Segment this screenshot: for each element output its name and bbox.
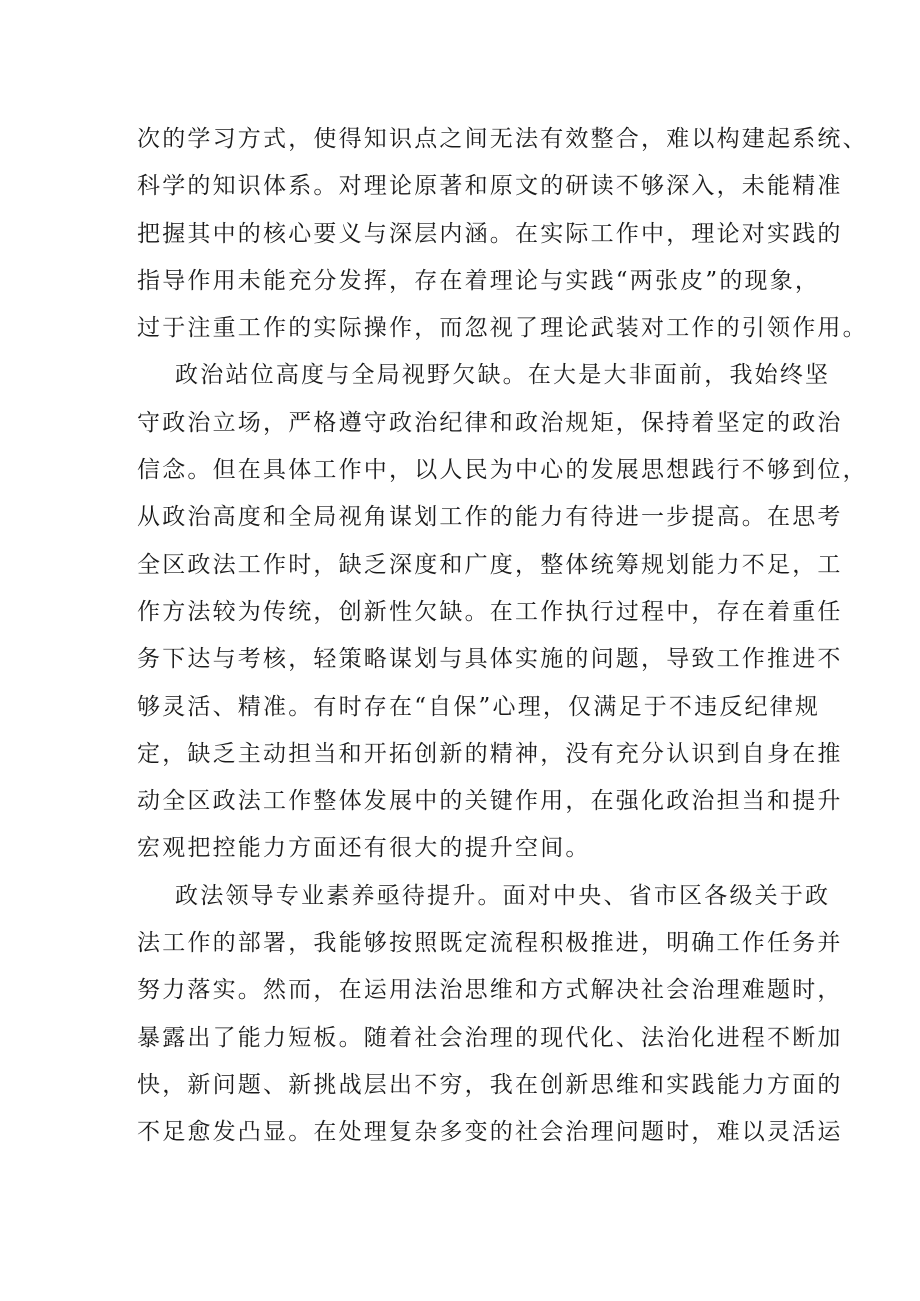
- text-line: 定，缺乏主动担当和开拓创新的精神，没有充分认识到自身在推: [137, 740, 843, 767]
- text-line: 科学的知识体系。对理论原著和原文的研读不够深入，未能精准: [137, 173, 843, 200]
- text-line: 作方法较为传统，创新性欠缺。在工作执行过程中，存在着重任: [137, 598, 843, 625]
- text-line: 政治站位高度与全局视野欠缺。在大是大非面前，我始终坚: [137, 362, 831, 389]
- text-line: 全区政法工作时，缺乏深度和广度，整体统筹规划能力不足，工: [137, 551, 843, 578]
- text-line: 动全区政法工作整体发展中的关键作用，在强化政治担当和提升: [137, 788, 843, 815]
- document-body: [137, 116, 868, 1157]
- text-line: 次的学习方式，使得知识点之间无法有效整合，难以构建起系统、: [137, 126, 868, 152]
- text-line: 快，新问题、新挑战层出不穷，我在创新思维和实践能力方面的: [137, 1071, 843, 1098]
- text-line: 法工作的部署，我能够按照既定流程积极推进，明确工作任务并: [137, 930, 843, 957]
- text-line: 不足愈发凸显。在处理复杂多变的社会治理问题时，难以灵活运: [137, 1119, 843, 1146]
- text-line: 政法领导专业素养亟待提升。面对中央、省市区各级关于政: [137, 882, 831, 909]
- text-line: 守政治立场，严格遵守政治纪律和政治规矩，保持着坚定的政治: [137, 409, 843, 436]
- text-line: 宏观把控能力方面还有很大的提升空间。: [137, 835, 591, 862]
- text-line: 暴露出了能力短板。随着社会治理的现代化、法治化进程不断加: [137, 1024, 843, 1051]
- paragraph-professional-quality: [137, 873, 843, 1157]
- text-line: 过于注重工作的实际操作，而忽视了理论武装对工作的引领作用。: [137, 315, 868, 342]
- text-line: 务下达与考核，轻策略谋划与具体实施的问题，导致工作推进不: [137, 646, 843, 673]
- text-line: 够灵活、精准。有时存在“自保”心理，仅满足于不违反纪律规: [137, 693, 821, 720]
- paragraph-political-stance: [137, 352, 868, 872]
- text-line: 努力落实。然而，在运用法治思维和方式解决社会治理难题时，: [137, 977, 843, 1004]
- text-line: 信念。但在具体工作中，以人民为中心的发展思想践行不够到位，: [137, 457, 868, 484]
- text-line: 把握其中的核心要义与深层内涵。在实际工作中，理论对实践的: [137, 220, 843, 247]
- paragraph-theory-study: [137, 116, 868, 352]
- text-line: 指导作用未能充分发挥，存在着理论与实践“两张皮”的现象，: [137, 267, 821, 294]
- text-line: 从政治高度和全局视角谋划工作的能力有待进一步提高。在思考: [137, 504, 843, 531]
